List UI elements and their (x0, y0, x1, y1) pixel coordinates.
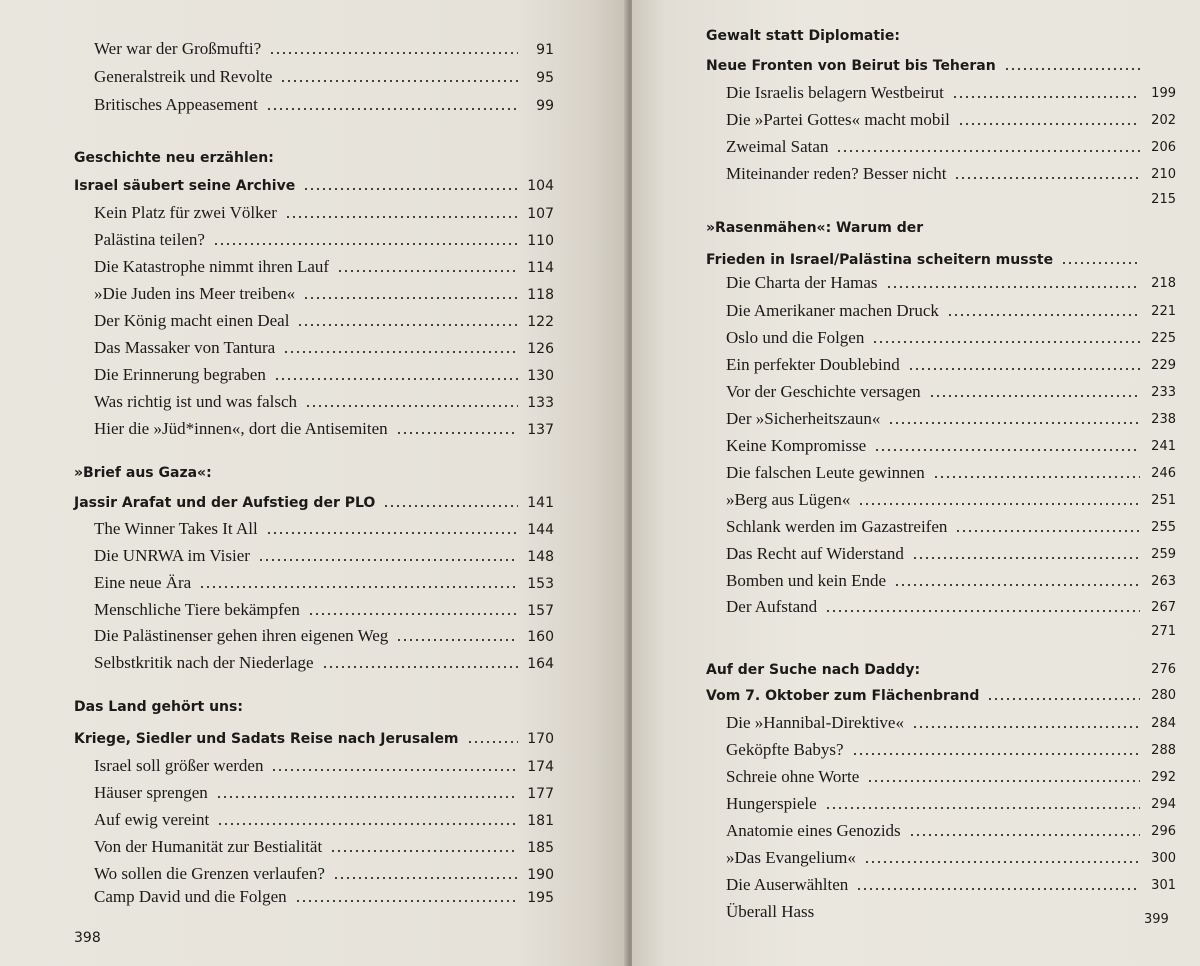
entry-title: Schlank werden im Gazastreifen (726, 517, 948, 536)
entry-title: Wer war der Großmufti? (94, 39, 262, 58)
toc-entry (706, 298, 1176, 322)
section-heading: Auf der Suche nach Daddy: (706, 662, 921, 678)
entry-title: Der Aufstand (726, 597, 818, 616)
entry-title: Geköpfte Babys? (726, 740, 844, 759)
toc-entry (74, 36, 554, 60)
toc-entry (706, 710, 1176, 734)
toc-entry (706, 872, 1176, 896)
dot-leader (308, 613, 518, 615)
entry-title: Anatomie eines Genozids (726, 821, 901, 840)
toc-entry (74, 834, 554, 858)
entry-title: Die UNRWA im Visier (94, 546, 250, 565)
dot-leader (952, 96, 1140, 98)
toc-entry (706, 845, 1176, 869)
entry-page: 181 (527, 813, 554, 829)
toc-entry (706, 487, 1176, 511)
toc-entry (74, 416, 554, 440)
dot-leader (1061, 262, 1140, 264)
toc-entry (74, 623, 554, 647)
toc-entry (706, 764, 1176, 788)
entry-title: Keine Kompromisse (726, 436, 867, 455)
entry-page: 126 (527, 341, 554, 357)
dot-leader (825, 610, 1140, 612)
toc-entry (706, 134, 1176, 158)
chapter-title: Jassir Arafat und der Aufstieg der PLO (74, 495, 376, 511)
dot-leader (954, 177, 1140, 179)
entry-title: Die Palästinenser gehen ihren eigenen Weg (94, 626, 389, 645)
entry-title: Ein perfekter Doublebind (726, 355, 900, 374)
entry-title: Das Recht auf Widerstand (726, 544, 904, 563)
dot-leader (295, 900, 518, 902)
toc-entry (74, 200, 554, 224)
entry-title: Generalstreik und Revolte (94, 67, 273, 86)
entry-title: Häuser sprengen (94, 783, 208, 802)
toc-entry (74, 597, 554, 621)
dot-leader (933, 476, 1140, 478)
entry-page: 195 (527, 890, 554, 906)
toc-entry (706, 818, 1176, 842)
entry-page: 294 (1151, 797, 1176, 812)
entry-page: 199 (1151, 86, 1176, 101)
entry-title: Oslo und die Folgen (726, 328, 865, 347)
entry-page: 104 (527, 178, 554, 194)
dot-leader (987, 698, 1140, 700)
dot-leader (825, 807, 1140, 809)
dot-leader (285, 216, 518, 218)
dot-leader (283, 351, 518, 353)
dot-leader (266, 108, 518, 110)
entry-page: 133 (527, 395, 554, 411)
dot-leader (909, 834, 1140, 836)
entry-page: 144 (527, 522, 554, 538)
section-heading: Geschichte neu erzählen: (74, 150, 274, 166)
dot-leader (856, 888, 1140, 890)
dot-leader (912, 726, 1140, 728)
toc-entry (74, 543, 554, 567)
dot-leader (269, 52, 518, 54)
entry-title: The Winner Takes It All (94, 519, 258, 538)
entry-title: Die Katastrophe nimmt ihren Lauf (94, 257, 330, 276)
dot-leader (894, 584, 1140, 586)
toc-entry (74, 335, 554, 359)
dot-leader (199, 586, 518, 588)
chapter-entry (706, 682, 1176, 706)
chapter-entry (706, 246, 1176, 270)
dot-leader (383, 505, 518, 507)
dot-leader (852, 753, 1140, 755)
entry-page: 160 (527, 629, 554, 645)
entry-title: Auf ewig vereint (94, 810, 210, 829)
toc-entry (706, 80, 1176, 104)
toc-entry (74, 64, 554, 88)
dot-leader (886, 286, 1140, 288)
dot-leader (271, 769, 518, 771)
entry-page: 91 (536, 42, 554, 58)
entry-title: Die »Hannibal-Direktive« (726, 713, 904, 732)
entry-page: 276 (1151, 662, 1176, 677)
entry-page: 137 (527, 422, 554, 438)
entry-title: Die Erinnerung begraben (94, 365, 266, 384)
entry-title: Kein Platz für zwei Völker (94, 203, 277, 222)
entry-page: 300 (1151, 851, 1176, 866)
dot-leader (947, 314, 1140, 316)
dot-leader (864, 861, 1140, 863)
entry-page: 267 (1151, 600, 1176, 615)
toc-entry (74, 570, 554, 594)
entry-title: Die falschen Leute gewinnen (726, 463, 925, 482)
toc-entry (74, 227, 554, 251)
entry-title: »Die Juden ins Meer treiben« (94, 284, 296, 303)
dot-leader (333, 877, 518, 879)
entry-title: Britisches Appeasement (94, 95, 258, 114)
toc-entry (74, 281, 554, 305)
toc-entry (706, 161, 1176, 185)
entry-page: 259 (1151, 547, 1176, 562)
entry-title: Hungerspiele (726, 794, 817, 813)
dot-leader (908, 368, 1140, 370)
entry-title: Wo sollen die Grenzen verlaufen? (94, 864, 325, 883)
toc-entry (74, 780, 554, 804)
entry-page: 229 (1151, 358, 1176, 373)
entry-page: 280 (1151, 688, 1176, 703)
entry-page: 251 (1151, 493, 1176, 508)
dot-leader (305, 405, 518, 407)
entry-page: 157 (527, 603, 554, 619)
toc-entry (706, 594, 1176, 618)
entry-title: Eine neue Ära (94, 573, 192, 592)
toc-entry (74, 861, 554, 885)
page-number: 399 (1144, 912, 1169, 927)
right-page (632, 0, 1200, 966)
toc-entry (706, 737, 1176, 761)
entry-page: 174 (527, 759, 554, 775)
chapter-title: Neue Fronten von Beirut bis Teheran (706, 58, 996, 74)
entry-page: 241 (1151, 439, 1176, 454)
dot-leader (280, 80, 518, 82)
dot-leader (216, 796, 518, 798)
toc-entry (74, 516, 554, 540)
entry-title: Was richtig ist und was falsch (94, 392, 298, 411)
dot-leader (867, 780, 1140, 782)
dot-leader (213, 243, 518, 245)
dot-leader (217, 823, 518, 825)
entry-page: 164 (527, 656, 554, 672)
dot-leader (874, 449, 1140, 451)
dot-leader (297, 324, 518, 326)
entry-title: Schreie ohne Worte (726, 767, 860, 786)
entry-title: Das Massaker von Tantura (94, 338, 276, 357)
toc-entry (74, 92, 554, 116)
toc-entry (706, 352, 1176, 376)
entry-page: 95 (536, 70, 554, 86)
chapter-entry (74, 489, 554, 513)
entry-page: 215 (1151, 192, 1176, 207)
entry-title: Hier die »Jüd*innen«, dort die Antisemiten (94, 419, 388, 438)
toc-entry-page-only (706, 618, 1176, 642)
entry-title: Selbstkritik nach der Niederlage (94, 653, 314, 672)
dot-leader (322, 666, 518, 668)
entry-title: Von der Humanität zur Bestialität (94, 837, 323, 856)
entry-page: 292 (1151, 770, 1176, 785)
entry-page: 177 (527, 786, 554, 802)
entry-page: 99 (536, 98, 554, 114)
toc-entry (74, 884, 554, 908)
toc-entry (706, 379, 1176, 403)
toc-entry (706, 541, 1176, 565)
entry-title: Überall Hass (726, 902, 815, 921)
entry-title: Die Charta der Hamas (726, 273, 878, 292)
entry-page: 202 (1151, 113, 1176, 128)
toc-entry (74, 389, 554, 413)
dot-leader (836, 150, 1140, 152)
dot-leader (872, 341, 1140, 343)
entry-title: »Das Evangelium« (726, 848, 856, 867)
entry-page: 301 (1151, 878, 1176, 893)
entry-page: 210 (1151, 167, 1176, 182)
entry-title: Zweimal Satan (726, 137, 829, 156)
chapter-title: Vom 7. Oktober zum Flächenbrand (706, 688, 980, 704)
entry-page: 107 (527, 206, 554, 222)
entry-page: 263 (1151, 574, 1176, 589)
entry-page: 255 (1151, 520, 1176, 535)
entry-title: Israel soll größer werden (94, 756, 264, 775)
dot-leader (330, 850, 518, 852)
dot-leader (958, 123, 1140, 125)
entry-title: Vor der Geschichte versagen (726, 382, 921, 401)
entry-page: 225 (1151, 331, 1176, 346)
dot-leader (303, 297, 518, 299)
dot-leader (929, 395, 1140, 397)
entry-title: Miteinander reden? Besser nicht (726, 164, 947, 183)
entry-page: 221 (1151, 304, 1176, 319)
dot-leader (858, 503, 1140, 505)
dot-leader (467, 741, 518, 743)
dot-leader (274, 378, 518, 380)
section-heading: Gewalt statt Diplomatie: (706, 28, 900, 44)
toc-entry (706, 107, 1176, 131)
dot-leader (912, 557, 1140, 559)
toc-entry (74, 753, 554, 777)
toc-entry (74, 308, 554, 332)
chapter-entry (74, 172, 554, 196)
toc-entry (706, 514, 1176, 538)
dot-leader (258, 559, 518, 561)
entry-page: 288 (1151, 743, 1176, 758)
dot-leader (955, 530, 1140, 532)
dot-leader (888, 422, 1140, 424)
page-number: 398 (74, 930, 101, 946)
chapter-entry (74, 725, 554, 749)
toc-entry (706, 325, 1176, 349)
toc-entry (706, 433, 1176, 457)
chapter-title: Frieden in Israel/Palästina scheitern musste (706, 252, 1054, 268)
section-heading: Das Land gehört uns: (74, 699, 243, 715)
entry-title: Der »Sicherheitszaun« (726, 409, 881, 428)
entry-page: 122 (527, 314, 554, 330)
entry-page: 206 (1151, 140, 1176, 155)
chapter-title: Kriege, Siedler und Sadats Reise nach Jerusalem (74, 731, 459, 747)
entry-page: 238 (1151, 412, 1176, 427)
chapter-title: Israel säubert seine Archive (74, 178, 296, 194)
entry-page: 148 (527, 549, 554, 565)
entry-page: 130 (527, 368, 554, 384)
dot-leader (303, 188, 518, 190)
entry-page: 141 (527, 495, 554, 511)
entry-title: Die Amerikaner machen Druck (726, 301, 939, 320)
entry-page: 246 (1151, 466, 1176, 481)
dot-leader (1004, 68, 1140, 70)
entry-title: Bomben und kein Ende (726, 571, 887, 590)
entry-page: 218 (1151, 276, 1176, 291)
dot-leader (396, 432, 518, 434)
toc-entry (706, 899, 1176, 923)
entry-page: 118 (527, 287, 554, 303)
entry-title: Der König macht einen Deal (94, 311, 290, 330)
entry-page: 110 (527, 233, 554, 249)
toc-entry (706, 406, 1176, 430)
toc-entry (74, 807, 554, 831)
entry-page: 170 (527, 731, 554, 747)
toc-entry (74, 650, 554, 674)
entry-title: Die Israelis belagern Westbeirut (726, 83, 944, 102)
entry-title: Palästina teilen? (94, 230, 205, 249)
dot-leader (266, 532, 518, 534)
entry-page: 271 (1151, 624, 1176, 639)
entry-page: 284 (1151, 716, 1176, 731)
section-heading-row (706, 656, 1176, 680)
entry-title: Camp David und die Folgen (94, 887, 287, 906)
toc-entry (706, 460, 1176, 484)
entry-page: 190 (527, 867, 554, 883)
chapter-entry (706, 52, 1176, 76)
toc-entry (74, 254, 554, 278)
entry-page: 233 (1151, 385, 1176, 400)
section-heading: »Brief aus Gaza«: (74, 465, 212, 481)
entry-title: Die Auserwählten (726, 875, 849, 894)
entry-title: Die »Partei Gottes« macht mobil (726, 110, 950, 129)
entry-title: Menschliche Tiere bekämpfen (94, 600, 300, 619)
entry-page: 185 (527, 840, 554, 856)
entry-page: 296 (1151, 824, 1176, 839)
dot-leader (396, 639, 518, 641)
dot-leader (337, 270, 518, 272)
section-heading: »Rasenmähen«: Warum der (706, 220, 924, 236)
toc-entry-page-only (706, 186, 1176, 210)
toc-entry (74, 362, 554, 386)
entry-page: 114 (527, 260, 554, 276)
toc-entry (706, 270, 1176, 294)
entry-page: 153 (527, 576, 554, 592)
toc-entry (706, 791, 1176, 815)
entry-title: »Berg aus Lügen« (726, 490, 851, 509)
toc-entry (706, 568, 1176, 592)
